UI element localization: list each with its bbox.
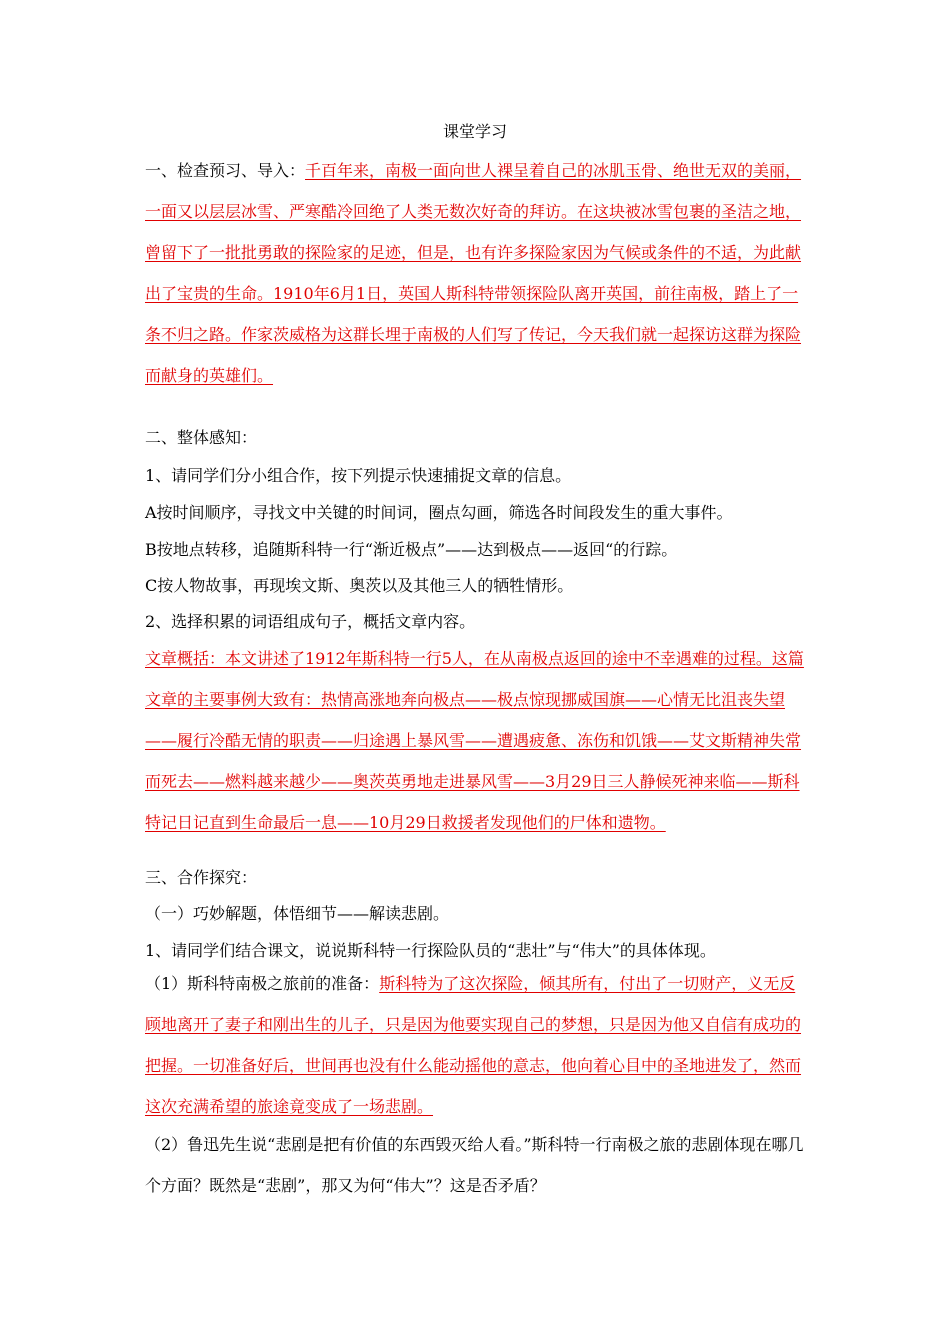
section-2-summary-text: 文章概括：本文讲述了1912年斯科特一行5人，在从南极点返回的途中不幸遇难的过程。这篇文章的主要事例大致有：热情高涨地奔向极点——极点惊现挪威国旗——心情无比沮丧失望——履行冷酷无情的职责——归途遇上暴风雪——遭遇疲惫、冻伤和饥饿——艾文斯精神失常而死去——燃料越来越少——奥茨英勇地走进暴风雪——3月29日三人静候死神来临——斯科特记日记直到生命最后一息——10月29日救援者发现他们的尸体和遗物。 bbox=[145, 649, 804, 832]
section-3-question-1: 1、请同学们结合课文，说说斯科特一行探险队员的“悲壮”与“伟大”的具体体现。 bbox=[145, 941, 716, 960]
section-3-point-2-paragraph: （2）鲁迅先生说“悲剧是把有价值的东西毁灭给人看。”斯科特一行南极之旅的悲剧体现在哪几个方面？既然是“悲剧”，那又为何“伟大”？这是否矛盾？ bbox=[145, 1135, 804, 1195]
section-2-question-1: 1、请同学们分小组合作，按下列提示快速捕捉文章的信息。 bbox=[145, 466, 572, 485]
section-2-item-b: B按地点转移，追随斯科特一行“渐近极点”——达到极点——返回“的行踪。 bbox=[145, 540, 678, 559]
section-3-point-1-label: （1）斯科特南极之旅前的准备： bbox=[145, 974, 380, 993]
section-1-paragraph bbox=[145, 150, 807, 396]
section-3-subheading: （一）巧妙解题，体悟细节——解读悲剧。 bbox=[145, 904, 450, 923]
section-2-item-a: A按时间顺序，寻找文中关键的时间词，圈点勾画，筛选各时间段发生的重大事件。 bbox=[145, 503, 733, 522]
section-1-label: 一、检查预习、导入： bbox=[145, 161, 306, 180]
section-2-heading: 二、整体感知： bbox=[145, 428, 258, 447]
section-2-question-2: 2、选择积累的词语组成句子，概括文章内容。 bbox=[145, 612, 476, 631]
section-2-item-c: C按人物故事，再现埃文斯、奥茨以及其他三人的牺牲情形。 bbox=[145, 576, 574, 595]
section-3-point-1-paragraph bbox=[145, 963, 807, 1127]
section-1-intro-text: 千百年来，南极一面向世人裸呈着自己的冰肌玉骨、绝世无双的美丽，一面又以层层冰雪、严寒酷冷回绝了人类无数次好奇的拜访。在这块被冰雪包裹的圣洁之地，曾留下了一批批勇敢的探险家的足迹，但是，也有许多探险家因为气候或条件的不适，为此献出了宝贵的生命。1910年6月1日，英国人斯科特带领探险队离开英国，前往南极，踏上了一条不归之路。作家茨威格为这群长埋于南极的人们写了传记，今天我们就一起探访这群为探险而献身的英雄们。 bbox=[145, 161, 802, 385]
section-2-summary-paragraph bbox=[145, 638, 807, 843]
section-3-heading: 三、合作探究： bbox=[145, 868, 258, 887]
page-title: 课堂学习 bbox=[442, 122, 507, 141]
section-3-point-1-answer: 斯科特为了这次探险，倾其所有，付出了一切财产，义无反顾地离开了妻子和刚出生的儿子，只是因为他要实现自己的梦想，只是因为他又自信有成功的把握。一切准备好后，世间再也没有什么能动摇他的意志，他向着心目中的圣地进发了，然而这次充满希望的旅途竟变成了一场悲剧。 bbox=[145, 974, 802, 1116]
